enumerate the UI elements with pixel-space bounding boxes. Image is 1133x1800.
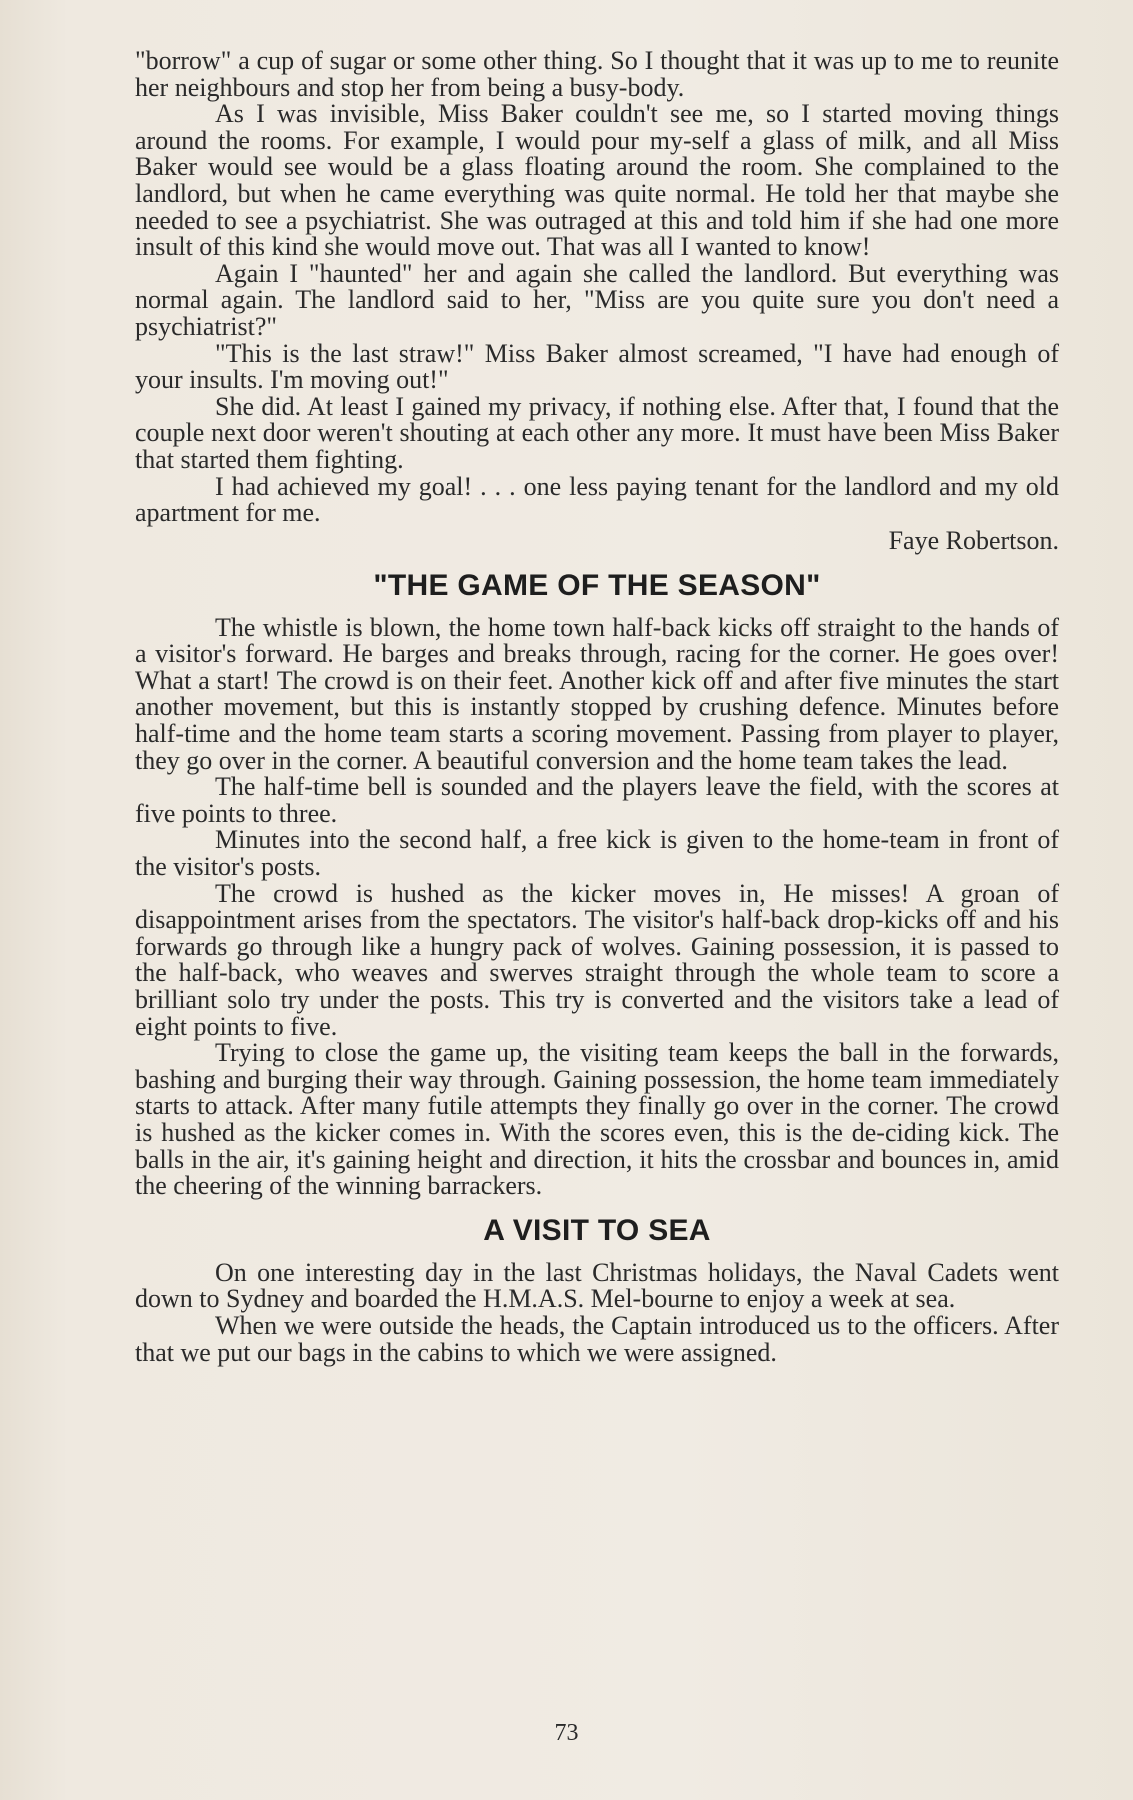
story1-paragraph-6: I had achieved my goal! . . . one less paying tenant for the landlord and my old apartment for me.	[135, 471, 1059, 528]
story1-paragraph-1: "borrow" a cup of sugar or some other thing. So I thought that it was up to me to reunite her neighbours and stop her from being a busy-body.	[135, 46, 1059, 102]
story2-paragraph-5: Trying to close the game up, the visiting team keeps the ball in the forwards, bashing and burging their way through. Gaining possession, the home team immediately starts to attack. After many futile attempts they finally go over in the corner. The crowd is hushed as the kicker comes in. With the scores even, this is the de-ciding kick. The balls in the air, it's gaining height and direction, it hits the crossbar and bounces in, amid the cheering of the winning barrackers.	[135, 1038, 1059, 1201]
story1-paragraph-4: "This is the last straw!" Miss Baker almost screamed, "I have had enough of your insults. I'm moving out!"	[135, 338, 1059, 395]
story3-paragraph-2: When we were outside the heads, the Captain introduced us to the officers. After that we put our bags in the cabins to which we were assigned.	[135, 1310, 1059, 1367]
page-number: 73	[554, 1720, 579, 1746]
story2-paragraph-1: The whistle is blown, the home town half-back kicks off straight to the hands of a visitor's forward. He barges and breaks through, racing for the corner. He goes over! What a start! The crowd is on their feet. Another kick off and after five minutes the start another movement, but this is instantly stopped by crushing defence. Minutes before half-time and the home team starts a scoring movement. Passing from player to player, they go over in the corner. A beautiful conversion and the home team takes the lead.	[135, 612, 1059, 775]
story1-author: Faye Robertson.	[888, 525, 1059, 555]
story1-paragraph-3: Again I "haunted" her and again she called the landlord. But everything was normal again. The landlord said to her, "Miss are you quite sure you don't need a psychiatrist?"	[135, 258, 1059, 341]
story2-paragraph-4: The crowd is hushed as the kicker moves in, He misses! A groan of disappointment arises from the spectators. The visitor's half-back drop-kicks off and his forwards go through like a hungry pack of wolves. Gaining possession, it is passed to the half-back, who weaves and swerves straight through the whole team to score a brilliant solo try under the posts. This try is converted and the visitors take a lead of eight points to five.	[135, 878, 1059, 1041]
story3-title: A VISIT TO SEA	[483, 1213, 711, 1247]
story1-paragraph-5: She did. At least I gained my privacy, if nothing else. After that, I found that the couple next door weren't shouting at each other any more. It must have been Miss Baker that started them fighting.	[135, 391, 1059, 474]
story2-paragraph-2: The half-time bell is sounded and the players leave the field, with the scores at five points to three.	[135, 772, 1059, 828]
story2-paragraph-3: Minutes into the second half, a free kick is given to the home-team in front of the visitor's posts.	[135, 825, 1059, 882]
story1-paragraph-2: As I was invisible, Miss Baker couldn't see me, so I started moving things around the rooms. For example, I would pour my-self a glass of milk, and all Miss Baker would see would be a glass floating around the room. She complained to the landlord, but when he came everything was quite normal. He told her that maybe she needed to see a psychiatrist. She was outraged at this and told him if she had one more insult of this kind she would move out. That was all I wanted to know!	[135, 99, 1059, 262]
story3-paragraph-1: On one interesting day in the last Christmas holidays, the Naval Cadets went down to Sydney and boarded the H.M.A.S. Mel-bourne to enjoy a week at sea.	[135, 1257, 1059, 1314]
story2-title: "THE GAME OF THE SEASON"	[373, 568, 821, 602]
